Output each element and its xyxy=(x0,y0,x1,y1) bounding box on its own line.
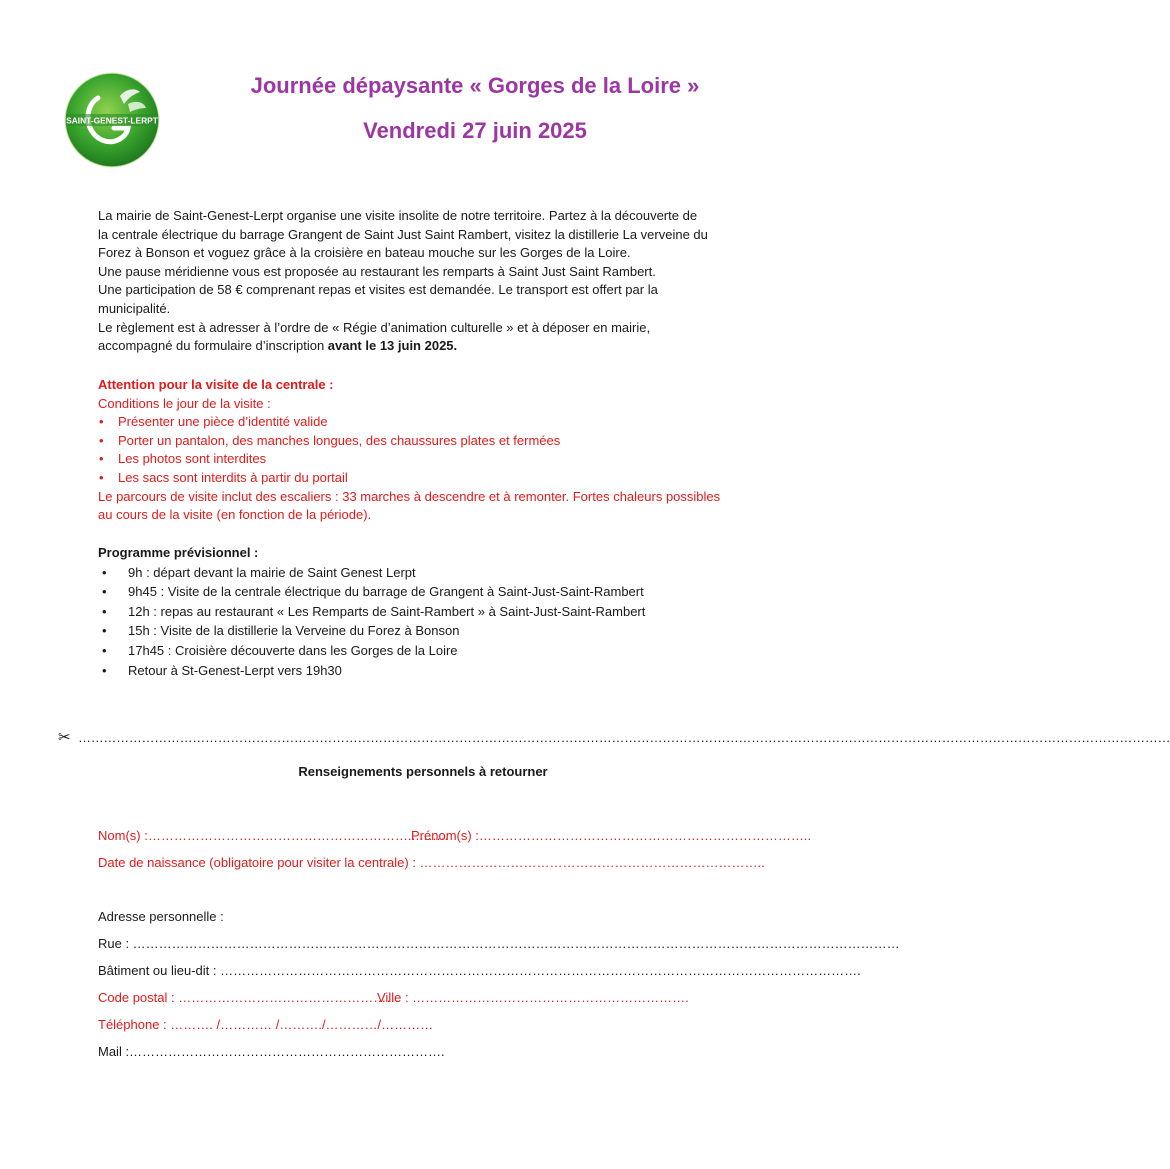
intro-p3-line1: Une participation de 58 € comprenant repas et visites est demandée. Le transport est offert par la xyxy=(98,282,658,298)
conditions-list xyxy=(98,413,748,487)
deadline: avant le 13 juin 2025. xyxy=(327,338,458,354)
email-field[interactable]: Mail :………………………………………………………………. xyxy=(98,1044,445,1059)
cut-line xyxy=(58,728,1170,746)
list-item: • Retour à St-Genest-Lerpt vers 19h30 xyxy=(98,661,748,681)
intro-p1-line3: Forez à Bonson et voguez grâce à la croisière en bateau mouche sur les Gorges de la Loire. xyxy=(98,245,631,261)
intro-p4-line2 xyxy=(98,337,748,356)
logo-text: SAINT-GENEST-LERPT xyxy=(66,115,158,126)
intro-p1-line2: la centrale électrique du barrage Grangent de Saint Just Saint Rambert, visitez la distillerie La verveine du xyxy=(98,226,708,242)
page-title: Journée dépaysante « Gorges de la Loire » xyxy=(250,73,700,98)
form-title: Renseignements personnels à retourner xyxy=(298,764,548,779)
list-item: • Présenter une pièce d’identité valide xyxy=(98,413,748,432)
intro-p1-line1: La mairie de Saint-Genest-Lerpt organise une visite insolite de notre territoire. Partez à la découverte de xyxy=(98,208,698,223)
stairs-note-line1: Le parcours de visite inclut des escaliers : 33 marches à descendre et à remonter. Fortes chaleurs possibles xyxy=(98,488,721,504)
attention-section xyxy=(98,376,748,525)
prenom-field[interactable]: Prénom(s) :………………………………………………………………….. xyxy=(411,828,812,843)
list-item: • 12h : repas au restaurant « Les Remparts de Saint-Rambert » à Saint-Just-Saint-Rambert xyxy=(98,602,748,622)
intro-p4-text: accompagné du formulaire d’inscription xyxy=(98,338,328,354)
municipality-logo xyxy=(62,70,162,170)
postal-code-field[interactable]: Code postal : …………………………………………… xyxy=(98,990,400,1005)
nom-field[interactable]: Nom(s) :……………………………………………………..…….. xyxy=(98,828,449,843)
list-item: • 17h45 : Croisière découverte dans les Gorges de la Loire xyxy=(98,641,748,661)
list-item: • 9h : départ devant la mairie de Saint Genest Lerpt xyxy=(98,563,748,583)
street-field[interactable]: Rue : …………………………………………………………………………………………………………………………………………………………… xyxy=(98,936,900,951)
list-item: • Les photos sont interdites xyxy=(98,450,748,469)
intro-p2: Une pause méridienne vous est proposée au restaurant les remparts à Saint Just Saint Rambert. xyxy=(98,263,656,279)
address-label: Adresse personnelle : xyxy=(98,909,224,924)
list-item: • Porter un pantalon, des manches longues, des chaussures plates et fermées xyxy=(98,432,748,451)
scissors-icon: ✂ xyxy=(58,729,71,746)
programme-heading: Programme prévisionnel : xyxy=(98,545,259,560)
intro-p3-line2: municipalité. xyxy=(98,300,171,316)
birthdate-field[interactable]: Date de naissance (obligatoire pour visiter la centrale) : …………………………………………………………………….. xyxy=(98,855,765,870)
conditions-label: Conditions le jour de la visite : xyxy=(98,395,271,411)
list-item: • Les sacs sont interdits à partir du portail xyxy=(98,469,748,488)
intro-p4-line1: Le règlement est à adresser à l’ordre de « Régie d’animation culturelle » et à déposer en mairie, xyxy=(98,319,651,335)
stairs-note-line2: au cours de la visite (en fonction de la période). xyxy=(98,507,372,523)
programme-section xyxy=(98,544,748,680)
attention-heading: Attention pour la visite de la centrale : xyxy=(98,377,334,392)
city-field[interactable]: Ville : ………………………………………………………. xyxy=(377,990,689,1005)
cut-line-dots: …………………………………………………………………………………………………………………………………………………………………………………………………………………………………… xyxy=(78,730,1170,745)
intro-section xyxy=(98,207,748,356)
building-field[interactable]: Bâtiment ou lieu-dit : …………………………………………………………………………………………………………………………………. xyxy=(98,963,861,978)
phone-field[interactable]: Téléphone : ………. /………… /………./…………/………… xyxy=(98,1017,434,1032)
event-date: Vendredi 27 juin 2025 xyxy=(363,118,587,143)
programme-list xyxy=(98,563,748,681)
list-item: • 9h45 : Visite de la centrale électrique du barrage de Grangent à Saint-Just-Saint-Rambert xyxy=(98,582,748,602)
list-item: • 15h : Visite de la distillerie la Verveine du Forez à Bonson xyxy=(98,621,748,641)
